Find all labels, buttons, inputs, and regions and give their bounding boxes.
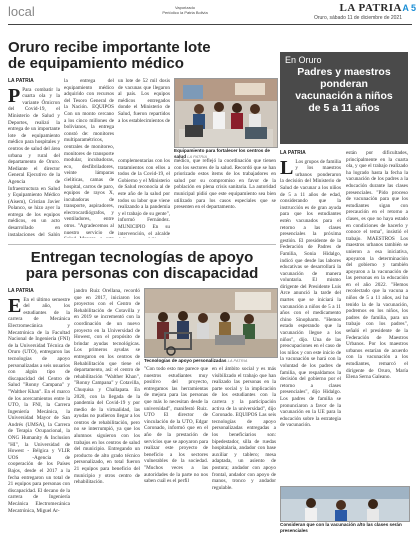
article2-column4 xyxy=(212,366,276,534)
article2-caption-title: Tecnologías de apoyo personalizadas xyxy=(144,358,227,363)
article1-column4a xyxy=(118,158,170,238)
article2-dateline: LA PATRIA xyxy=(8,288,34,294)
article2-col3-text: "Con todo esto me parece que nuestros estudiantes muy positivo del proyecto, entregamos las herramientas de mejora para las personas que más lo necesitan desde la universidad", manifestó Ruiz. UTO El director de vinculación de la UTO, Edgar Coronado, informó que en el año de la prestación de servicios que se apoyaron para realizar este proyecto de beneficio a los sectores vulnerables de la sociedad. "Muchos veces a las autoridades de la parte no nos saben cuál es el perfil xyxy=(144,366,208,485)
article2-col2-text: jandro Ruiz Orellana, recordó que en 2017, iniciaron los proyectos con el Centro de Rehabilitación de Cotavilla y en 2019 se incrementó con la coordinación de un nuevo proyecto en la Universidad de Howest, con el propósito de brindar ayudas tecnológicas. Los primeros ayudas se entregaron en los centros de Rehabilitación que tiene el departamento, así: el centro de rehabilitación "Walther Khan", "Ronny Campana" y Cotavilla, Chuquisa y Challapata. En 2020, con la llegada de la pandemia del Covid-19 y por medio de la virtualidad, las ayudas no pudieron llegar a los centros de rehabilitación, pero no se interrumpió, ya que los alumnos siguieron con los trabajos en los centros de salud del municipio. Entregando un producto de alto grado técnico personalizado, en total fueron 21 equipos para beneficio del municipio y otros centro de rehabilitación. xyxy=(74,288,140,486)
sidebar-column2 xyxy=(346,150,408,484)
medical-equipment-photo xyxy=(175,79,277,147)
sidebar-col2-text: están por dificultades, principalmente en la cuarta ola, y que el trabajo realizado ha logrado hasta la fecha la vacunación de los padres a la educación durante las clases presenciales. "Pido proceso de vacunación para que los estudiantes sigan con precaución en el retorno a clases, es que no haya estado en condiciones de hacerlo y conoce el tema", insistió el trabajo. MAESTROS Los maestros urbanos también se unieron a esa iniciativa, apoyaron la determinación del gobierno y también apoyaron a la vacunación de las personas en la educación en el año 2022. "Hemos recolectado que la vacuna a niños de 5 a 11 años, así ha tenido la de la vacunación, podremos en los niños, los padres de familia, para un trabajo con los padres", señaló el presidente de la Federación de Maestros Urbanos. Por los maestros urbanos estarían de acuerdo con la vacunación a los estudiantes, remarcó el dirigente de Oruro, María Elena Serna Galeano. xyxy=(346,150,408,381)
masthead-line1: Vaporizado xyxy=(175,5,195,10)
article2-column3 xyxy=(144,366,208,534)
article2-col1-text: En el último semestre del año, los estudiantes de la carrera de Mecánica Electromecánica y Mecatrónica de la Facultad Nacional de Ingeniería (FNI) de la Universidad Técnica de Oruro (UTO), entregaron las tecnologías de apoyo personalizadas a seis usuarios con algún tipo de discapacidad del Centro de Salud "Ronny Campana" y "Walther Khan". En el marco de los acercamientos entre la UTO, la FNI, la Carrera Ingeniería Mecánica, la Universidad Mayor de San Andrés (UMSA), la Carrera de Terapia Ocupacional, la ONG Humanity & Inclusion "HI", la Universidad de Howest - Bélgica y VLIR UOS -Agencia de cooperación de los Países Bajos, desde el 2017 a la fecha entregaron un total de 21 equipos para personas con discapacidad. El decano de la carrera de Ingeniería Mecánica Electromecánica Mecatrónica, Miguel Ar- xyxy=(8,296,70,514)
sidebar-photo xyxy=(280,486,410,522)
article1-col3-text: un lote de 52 mil dosis de vacunas que llegaron al país. Los equipos médicos entregados donde el Ministerio de Salud, fueron repartidos a los establecimientos de xyxy=(118,78,170,122)
issue-date: Oruro, sábado 11 de diciembre de 2021 xyxy=(313,15,402,21)
article2-dropcap: E xyxy=(8,294,22,317)
article1-column4b xyxy=(174,158,276,238)
article1-col2-text: la entrega del equipamiento médico adquirido con recursos del Tesoro General de la Nación. EQUIPOS Con un monto cercano a los cinco millones de bolivianos, la entrega constó de: monitores multiparamétricos, centrales de monitoreo, monitores de transporte modular, incubadoras, eco, desfibriladores, veinte lámparas cielíticas, camas de hospital, carros de paro, equipos de rayos X, incubadoras de transporte, aspiradores, electrocardiógrafos, y ventiladores, entre otros. "Agradecemos al nuestro servicio de xyxy=(64,78,114,236)
header-rule xyxy=(8,24,412,25)
article2-caption-credit: LA PATRIA xyxy=(227,358,248,363)
article1-caption-credit: LA PATRIA xyxy=(187,153,207,159)
article1-col4b-text: médico, que reflejó la coordinación que tienen con los sectores de la salud. Recordó que se han priorizado estos ítems de los trabajadores en salud por su compromiso en favor de la población en plena crisis sanitaria. La autoridad municipal pidió que este equipamiento sea bien utilizado para los casos especiales que se presenten en el departamento. xyxy=(174,158,276,211)
article2-headline xyxy=(8,250,276,282)
page-number: A 5 xyxy=(402,3,416,13)
masthead-center xyxy=(150,5,220,15)
assistive-technology-photo xyxy=(145,289,277,357)
sidebar-title-line4: de 5 a 11 años xyxy=(308,102,380,114)
article1-col1-text: Para combatir la cuarta ola y la variante Ómicron del Covid-19, el Ministerio de Salud y Deportes, realizó la entrega de un importante lote de equipamiento médico para hospitales y centros de salud del área urbana y rural del departamento de Oruro. Mediante el director General Ejecutivo de la Agencia de Infraestructura en Salud y Equipamiento Médico (Aisem), Cristian Javier Polanco, se hizo ayer la entrega de los equipos médicos, en un acto desarrollado en instalaciones del Salón xyxy=(8,86,60,238)
article1-dateline: LA PATRIA xyxy=(8,78,34,84)
article1-dropcap: P xyxy=(8,84,21,107)
article2-column2 xyxy=(74,288,140,534)
article1-headline-line2: de equipamiento médico xyxy=(8,55,184,72)
sidebar-title-line2: ponderan xyxy=(320,78,368,90)
article-divider xyxy=(8,244,276,245)
article1-column1 xyxy=(8,78,60,238)
article1-column2 xyxy=(64,78,114,238)
vaccination-sidebar xyxy=(280,52,408,534)
article1-caption-title: Equipamiento para fortalecer los centros de salud xyxy=(174,148,270,159)
sidebar-caption: Consideran que con la vacunación a/to las clases serán presenciales xyxy=(280,522,402,533)
section-label: local xyxy=(8,4,35,19)
article2-headline-line2: para personas con discapacidad xyxy=(25,265,259,282)
article1-column3 xyxy=(118,78,170,122)
vaccination-photo xyxy=(281,487,409,521)
sidebar-column1 xyxy=(280,150,341,484)
article2-headline-line1: Entregan tecnologías de apoyo xyxy=(30,249,254,266)
sidebar-dateline: LA PATRIA xyxy=(280,150,306,156)
sidebar-title-line1: Padres y maestros xyxy=(297,66,391,78)
sidebar-kicker: En Oruro xyxy=(285,55,322,65)
sidebar-col1-text: Los grupos de familia y los maestros urbanos ponderaron la decisión del Ministerio de Salud de vacunar a los niños de 5 a 11 años de edad, considerando que la instrucción es de gran ayuda para que los estudiantes estén vacunados para el retorno a las clases presenciales la próxima gestión. El presidente de la Federación de Padres de Familia, Sonia Hidalgo, indicó que desde las labores educativas se desarrollará la vacunación de manera voluntaria. El mismo dirigente del Presidente Luis Arce anunció la tarde del martes que se iniciará la vacunación a niños de 5 a 11 años con el medicamento chino Sinopharm. "Hemos estado esperando que la vacunación llegue a los niños", dijo. Una de las preocupaciones en el caso de los niños y con este inicio de la vacunación se hará con la voluntad de los padres de familia, que respaldamos la decisión del gobierno por el retorno a clases presenciales", dijo Hidalgo. Los padres de familia se pronunciaron a favor de la vacunación en la UE para la educación sobre la estrategia de vacunación. xyxy=(280,158,341,429)
article1-col4a-text: complementarias con los tratamientos con ellos a todos de la Covid-19, el Gobierno y el Ministerio de Salud reconocía al de este año de la salud por todos su labor que viene realizando a la pandemia y el trabajo de su gente", informó Fernández. MUNICIPIO En su intervención, el alcalde xyxy=(118,158,170,237)
article1-photo xyxy=(174,78,278,148)
article1-headline-line1: Oruro recibe importante lote xyxy=(8,39,211,56)
masthead-line2: Periódico la Patria Bolivia xyxy=(162,10,208,15)
article2-caption xyxy=(144,358,276,364)
article1-headline xyxy=(8,40,276,72)
article2-photo xyxy=(144,288,278,358)
sidebar-dropcap: L xyxy=(280,156,294,179)
newspaper-brand: LA PATRIA xyxy=(339,2,402,14)
sidebar-title-line3: vacunación a niños xyxy=(295,90,393,102)
sidebar-headline xyxy=(280,66,408,114)
sidebar-title-box xyxy=(280,52,408,144)
article2-col4-text: en el ámbito social y es más visibilizado el trabajo que han realizado las personas en la parte social y la implicación de los estudiantes con la carrera y la participación activa de la universidad", dijo Coronado. EQUIPOS Las seis tecnologías de apoyo personalizadas entregadas a los beneficiarios son: bipedestador, silla de ruedas hospitalaria, andador con base auxiliar y tablero; mesa adaptada, un asiento de postura; andador con apoyo frontal, andador con apoyo de manos, tronco y andador regulable. xyxy=(212,366,276,491)
article2-column1 xyxy=(8,288,70,534)
